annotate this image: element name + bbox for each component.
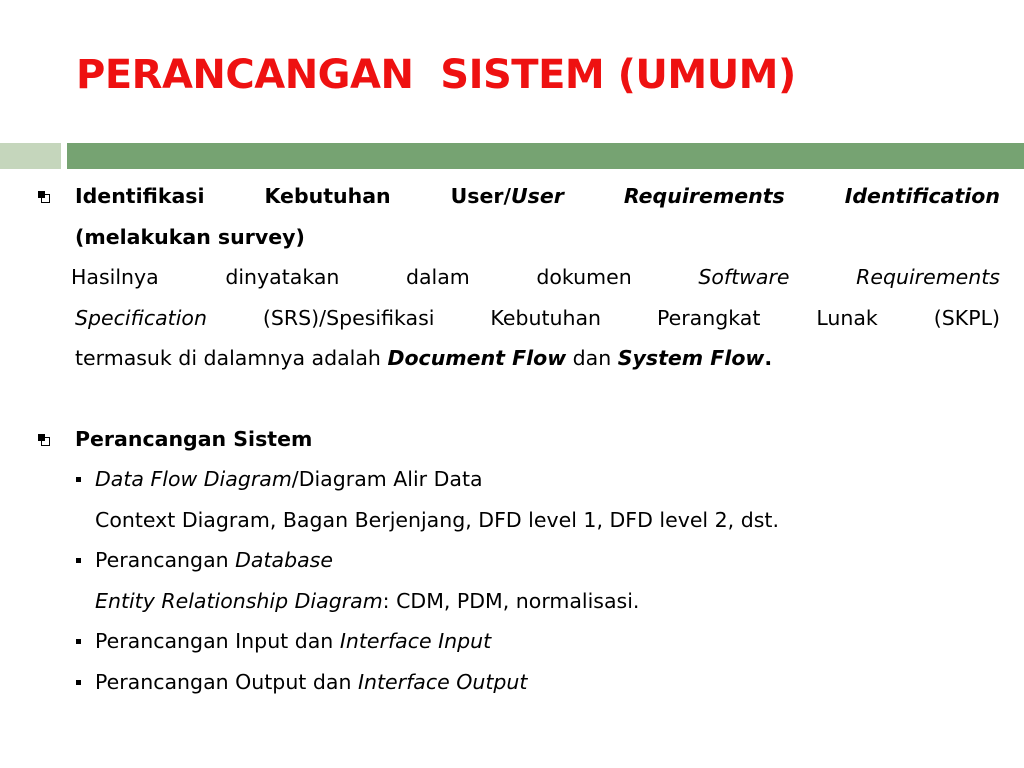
sub-item-database-detail: Entity Relationship Diagram: CDM, PDM, normalisasi. [95,588,640,613]
sub-item-dfd-detail: Context Diagram, Bagan Berjenjang, DFD level 1, DFD level 2, dst. [95,507,779,532]
item1-para-line3: termasuk di dalamnya adalah Document Flow dan System Flow. [75,346,773,370]
small-square-bullet-icon [76,558,81,563]
square-bullet-icon [38,191,49,202]
sub-item-input: Perancangan Input dan Interface Input [30,621,1000,662]
bullet-item-user-requirements [30,176,1000,379]
slide-title: PERANCANGAN SISTEM (UMUM) [76,52,796,98]
item1-heading-line1: Identifikasi Kebutuhan User/User Requirements Identification [75,184,1000,208]
slide-body [30,176,1000,702]
header-band-right [67,143,1024,169]
sub-item-dfd: Data Flow Diagram/Diagram Alir Data [30,459,1000,500]
bullet-item-perancangan-sistem [30,419,1000,460]
sub-item-output: Perancangan Output dan Interface Output [30,662,1000,703]
small-square-bullet-icon [76,639,81,644]
item1-para-line2: Specification (SRS)/Spesifikasi Kebutuhan Perangkat Lunak (SKPL) [75,305,1000,330]
sub-item-database: Perancangan Database [30,540,1000,581]
header-band-left [0,143,61,169]
small-square-bullet-icon [76,477,81,482]
item1-para-line1: Hasilnya dinyatakan dalam dokumen Software Requirements [71,265,1000,289]
square-bullet-icon [38,434,49,445]
small-square-bullet-icon [76,680,81,685]
item1-heading-line2: (melakukan survey) [75,224,305,249]
item2-heading: Perancangan Sistem [75,426,313,451]
